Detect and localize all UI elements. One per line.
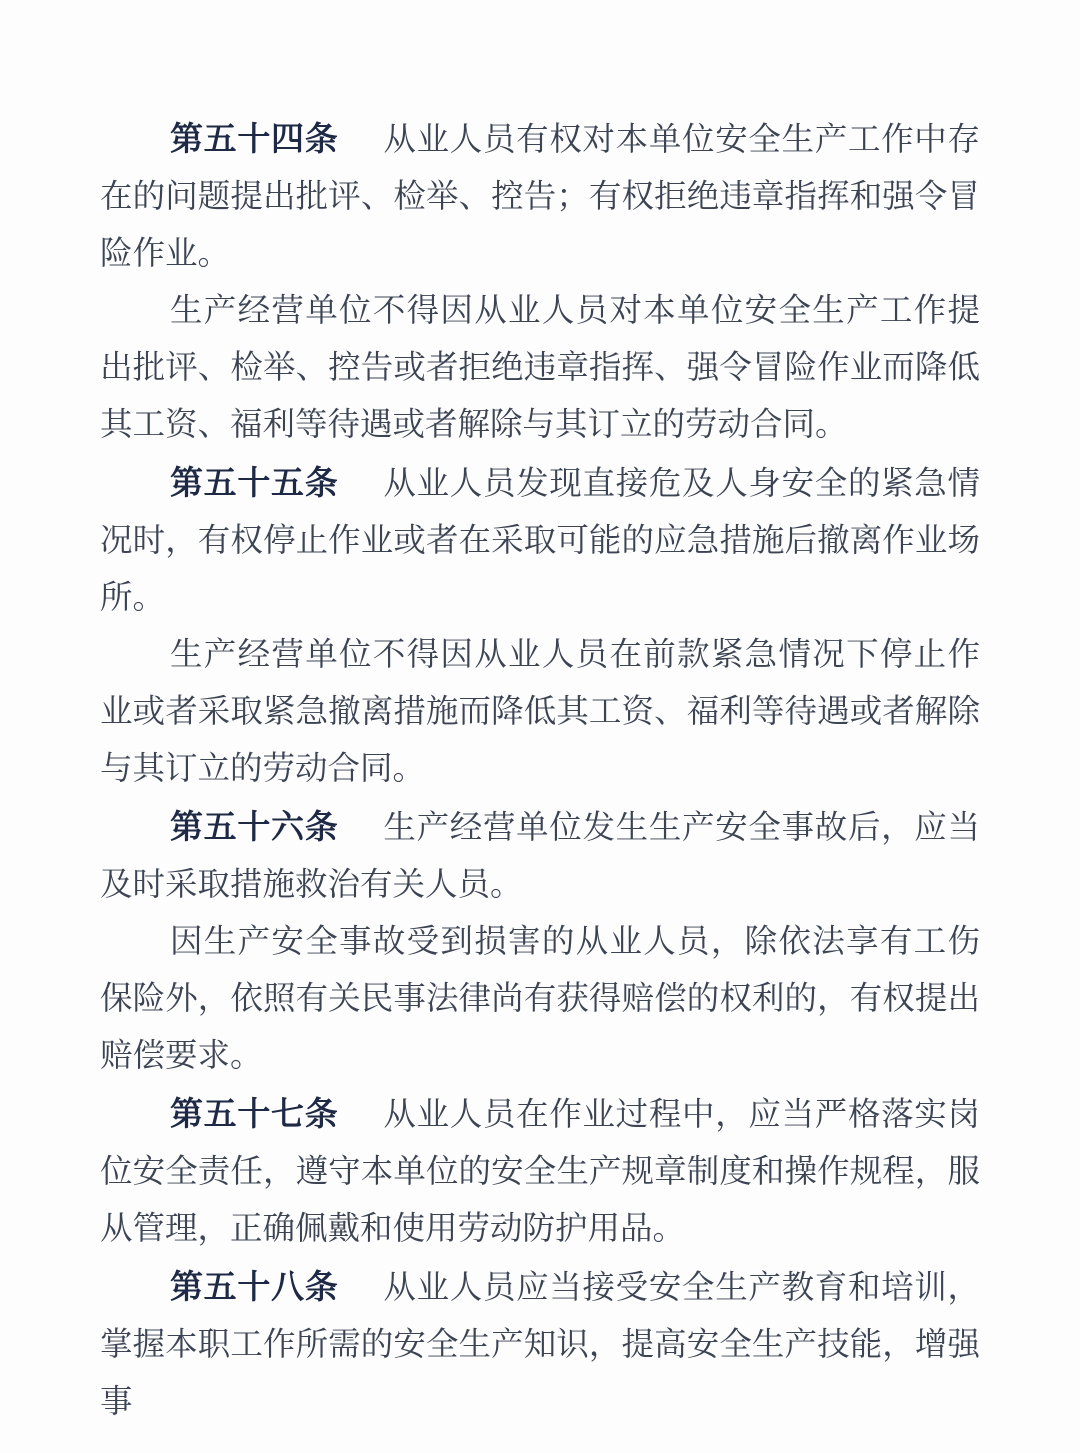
law-article-text <box>100 110 980 1431</box>
article-number: 第五十五条 <box>170 464 339 501</box>
article-first-paragraph-text: 从业人员在作业过程中，应当严格落实岗位安全责任，遵守本单位的安全生产规章制度和操作规程，服从管理，正确佩戴和使用劳动防护用品。 <box>100 1097 980 1247</box>
article-paragraph: 生产经营单位不得因从业人员对本单位安全生产工作提出批评、检举、控告或者拒绝违章指挥、强令冒险作业而降低其工资、福利等待遇或者解除与其订立的劳动合同。 <box>100 293 980 443</box>
article-first-paragraph-text: 从业人员应当接受安全生产教育和培训，掌握本职工作所需的安全生产知识，提高安全生产技能，增强事 <box>100 1270 980 1420</box>
article-paragraph <box>100 798 980 914</box>
article-paragraph <box>100 454 980 627</box>
article-number: 第五十八条 <box>170 1268 339 1305</box>
article-first-paragraph-text: 从业人员发现直接危及人身安全的紧急情况时，有权停止作业或者在采取可能的应急措施后撤离作业场所。 <box>100 466 980 616</box>
article-paragraph <box>100 1258 980 1431</box>
article-paragraph: 生产经营单位不得因从业人员在前款紧急情况下停止作业或者采取紧急撤离措施而降低其工资、福利等待遇或者解除与其订立的劳动合同。 <box>100 637 980 787</box>
article-first-paragraph-text: 从业人员有权对本单位安全生产工作中存在的问题提出批评、检举、控告；有权拒绝违章指挥和强令冒险作业。 <box>100 122 980 272</box>
article-paragraph: 因生产安全事故受到损害的从业人员，除依法享有工伤保险外，依照有关民事法律尚有获得赔偿的权利的，有权提出赔偿要求。 <box>100 924 980 1074</box>
article-number: 第五十四条 <box>170 120 339 157</box>
article-paragraph <box>100 1085 980 1258</box>
article-first-paragraph-text: 生产经营单位发生生产安全事故后，应当及时采取措施救治有关人员。 <box>100 810 980 903</box>
article-number: 第五十六条 <box>170 808 339 845</box>
article-paragraph <box>100 110 980 283</box>
article-number: 第五十七条 <box>170 1095 339 1132</box>
